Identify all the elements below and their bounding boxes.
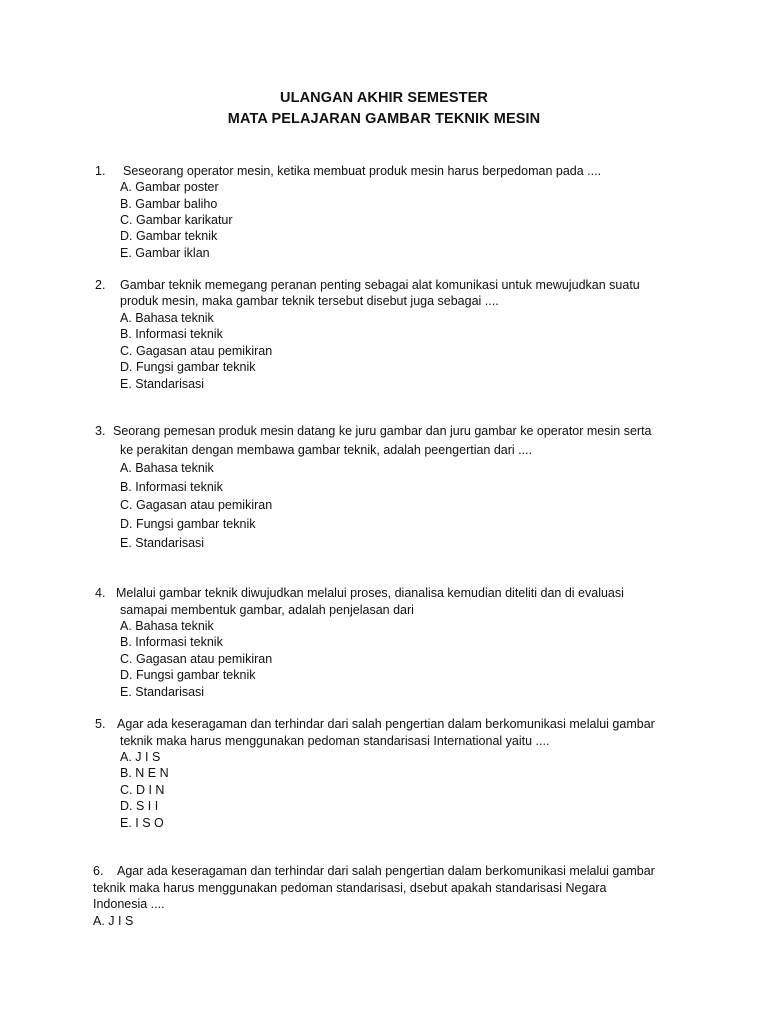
answer-option: A. J I S bbox=[93, 914, 134, 928]
answer-option: C. D I N bbox=[120, 783, 165, 797]
answer-option: D. Fungsi gambar teknik bbox=[120, 517, 256, 531]
answer-option: E. Gambar iklan bbox=[120, 246, 210, 260]
question-number: 4. bbox=[95, 586, 106, 600]
answer-option: A. J I S bbox=[120, 750, 161, 764]
question-text: Indonesia .... bbox=[93, 897, 165, 911]
answer-option: D. S I I bbox=[120, 799, 159, 813]
answer-option: E. Standarisasi bbox=[120, 536, 205, 550]
answer-option: E. Standarisasi bbox=[120, 685, 205, 699]
question-number: 3. bbox=[95, 424, 106, 438]
question-text: Agar ada keseragaman dan terhindar dari salah pengertian dalam berkomunikasi melalui gambar bbox=[117, 717, 655, 731]
question-text: ke perakitan dengan membawa gambar teknik, adalah peengertian dari .... bbox=[120, 443, 533, 457]
answer-option: C. Gagasan atau pemikiran bbox=[120, 344, 273, 358]
answer-option: A. Bahasa teknik bbox=[120, 619, 214, 633]
answer-option: B. Gambar baliho bbox=[120, 197, 218, 211]
answer-option: E. Standarisasi bbox=[120, 377, 205, 391]
question-number: 1. bbox=[95, 164, 106, 178]
answer-option: D. Gambar teknik bbox=[120, 229, 218, 243]
question-number: 2. bbox=[95, 278, 106, 292]
question-text: produk mesin, maka gambar teknik tersebut disebut juga sebagai .... bbox=[120, 294, 499, 308]
answer-option: A. Gambar poster bbox=[120, 180, 219, 194]
question-text: teknik maka harus menggunakan pedoman standarisasi International yaitu .... bbox=[120, 734, 550, 748]
question-text: teknik maka harus menggunakan pedoman standarisasi, dsebut apakah standarisasi Negara bbox=[93, 881, 607, 895]
answer-option: C. Gambar karikatur bbox=[120, 213, 233, 227]
answer-option: B. Informasi teknik bbox=[120, 327, 223, 341]
question-text: Seorang pemesan produk mesin datang ke juru gambar dan juru gambar ke operator mesin serta bbox=[113, 424, 652, 438]
answer-option: B. Informasi teknik bbox=[120, 635, 223, 649]
question-text: samapai membentuk gambar, adalah penjelasan dari bbox=[120, 603, 414, 617]
answer-option: D. Fungsi gambar teknik bbox=[120, 360, 256, 374]
page-title: ULANGAN AKHIR SEMESTER bbox=[280, 90, 488, 106]
question-text: Melalui gambar teknik diwujudkan melalui proses, dianalisa kemudian diteliti dan di evaluasi bbox=[116, 586, 624, 600]
question-text: Seseorang operator mesin, ketika membuat produk mesin harus berpedoman pada .... bbox=[123, 164, 602, 178]
answer-option: B. Informasi teknik bbox=[120, 480, 223, 494]
answer-option: A. Bahasa teknik bbox=[120, 461, 214, 475]
answer-option: A. Bahasa teknik bbox=[120, 311, 214, 325]
question-number: 6. bbox=[93, 864, 104, 878]
answer-option: D. Fungsi gambar teknik bbox=[120, 668, 256, 682]
answer-option: B. N E N bbox=[120, 766, 169, 780]
answer-option: C. Gagasan atau pemikiran bbox=[120, 498, 273, 512]
page-subtitle: MATA PELAJARAN GAMBAR TEKNIK MESIN bbox=[227, 111, 541, 127]
question-text: Agar ada keseragaman dan terhindar dari salah pengertian dalam berkomunikasi melalui gambar bbox=[117, 864, 655, 878]
answer-option: C. Gagasan atau pemikiran bbox=[120, 652, 273, 666]
question-text: Gambar teknik memegang peranan penting sebagai alat komunikasi untuk mewujudkan suatu bbox=[120, 278, 640, 292]
answer-option: E. I S O bbox=[120, 816, 164, 830]
question-number: 5. bbox=[95, 717, 106, 731]
